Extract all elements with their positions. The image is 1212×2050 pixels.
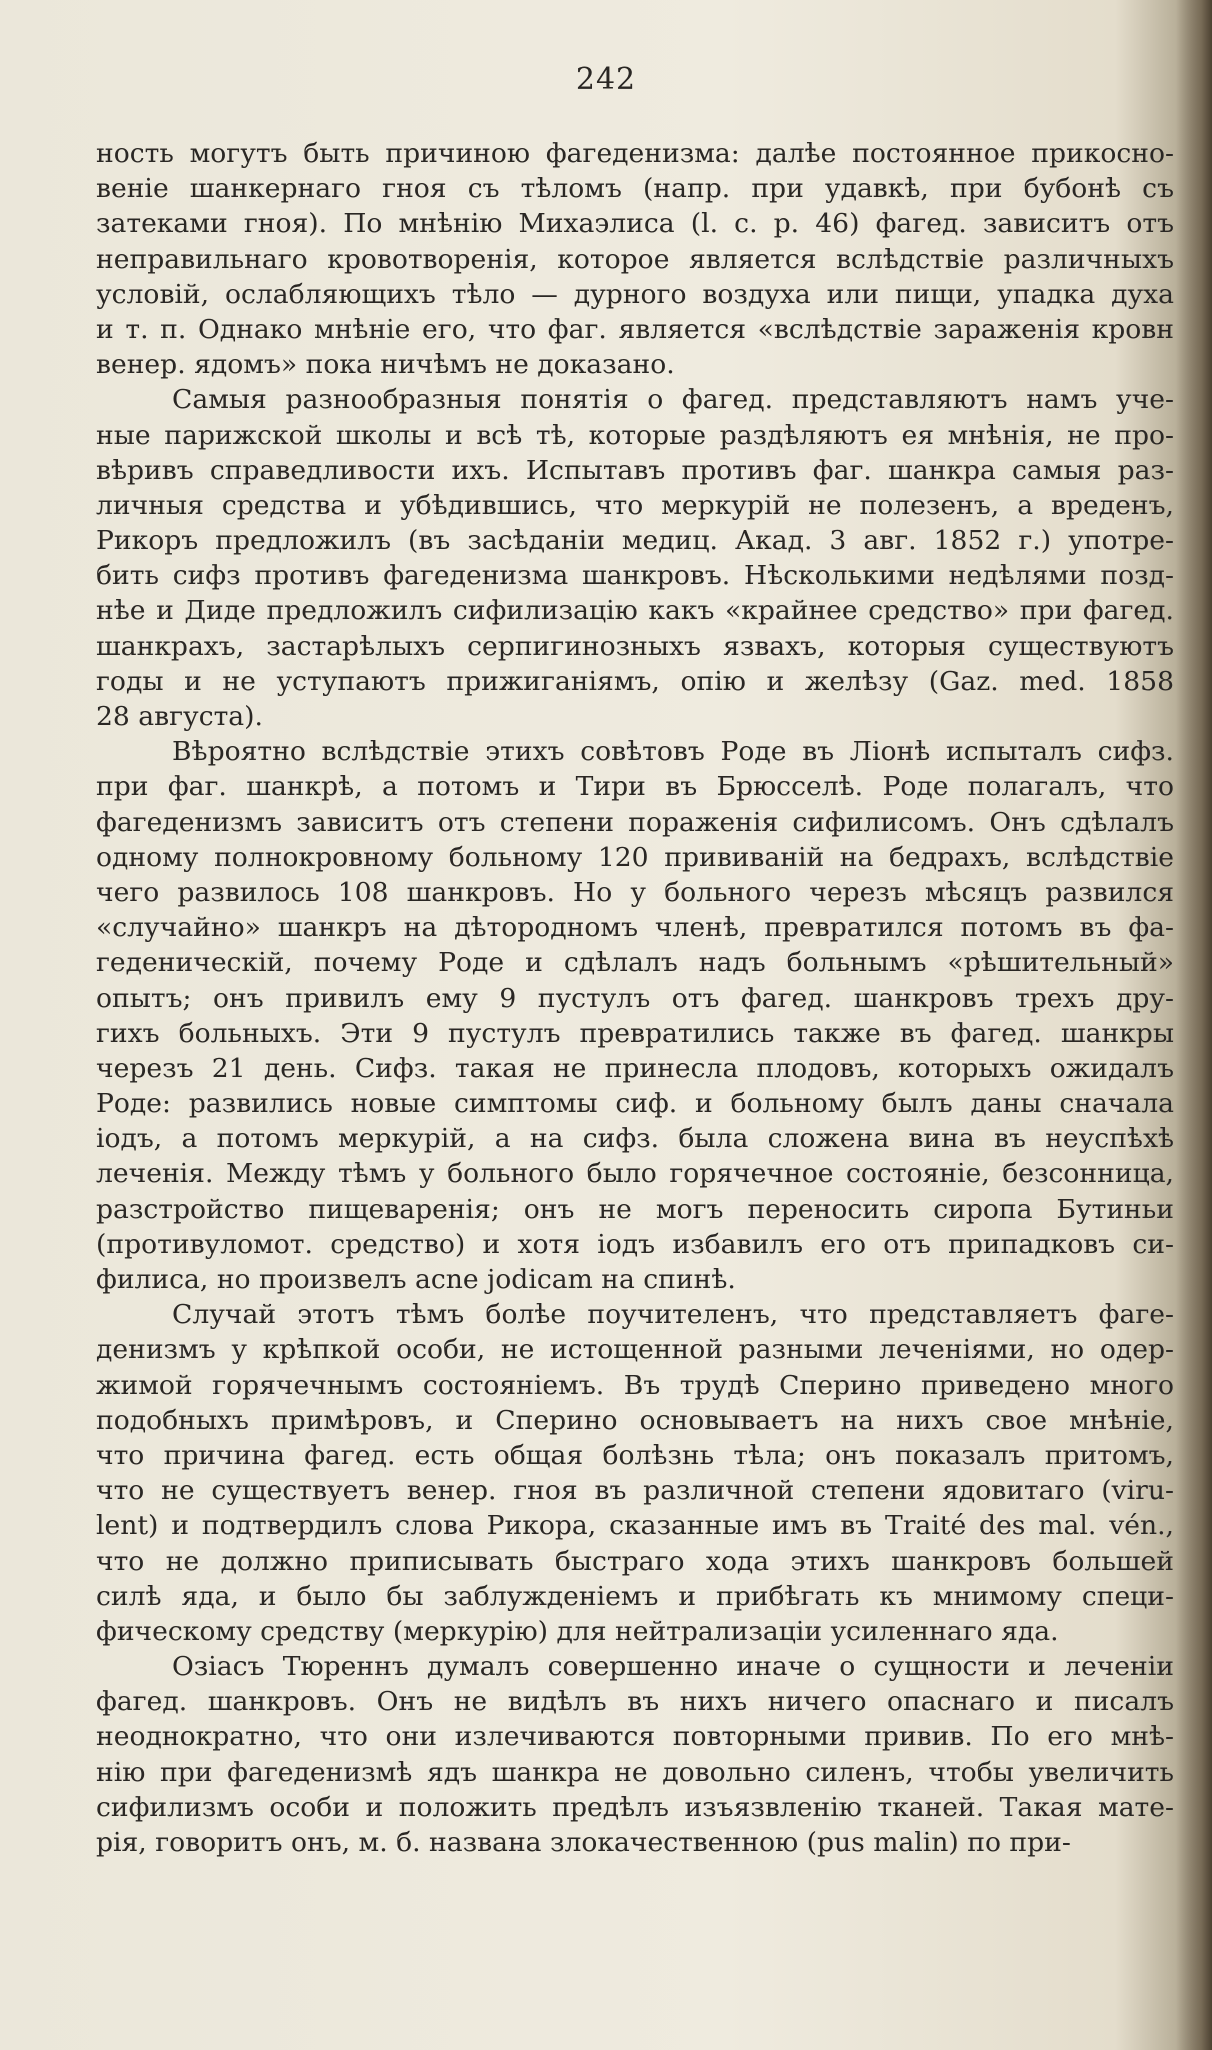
- text-line: геденическій, почему Роде и сдѣлалъ надъ больнымъ «рѣшительный»: [96, 947, 1174, 979]
- text-line: чего развилось 108 шанкровъ. Но у больного черезъ мѣсяцъ развился: [96, 876, 1174, 908]
- text-line: неоднократно, что они излечиваются повторными привив. По его мнѣ-: [96, 1721, 1174, 1753]
- text-line: фагеденизмъ зависитъ отъ степени пораженія сифилисомъ. Онъ сдѣлалъ: [96, 806, 1174, 838]
- text-line: Озіасъ Тюреннъ думалъ совершенно иначе о сущности и леченіи: [172, 1651, 1174, 1683]
- text-line: сифилизмъ особи и положить предѣлъ изъязвленію тканей. Такая мате-: [96, 1791, 1174, 1823]
- text-line: при фаг. шанкрѣ, а потомъ и Тири въ Брюсселѣ. Роде полагалъ, что: [96, 771, 1174, 803]
- text-line: затеками гноя). По мнѣнію Михаэлиса (l. c. p. 46) фагед. зависитъ отъ: [96, 208, 1174, 240]
- paragraph: [96, 1297, 1174, 1649]
- text-line: разстройство пищеваренія; онъ не могъ переносить сиропа Бутиньи: [96, 1193, 1174, 1225]
- text-line: lent) и подтвердилъ слова Рикора, сказанные имъ въ Traité des mal. vén.,: [96, 1510, 1174, 1542]
- text-line: Самыя разнообразныя понятія о фагед. представляютъ намъ уче-: [172, 384, 1174, 416]
- text-line: черезъ 21 день. Сифз. такая не принесла плодовъ, которыхъ ожидалъ: [96, 1052, 1174, 1084]
- text-line: Случай этотъ тѣмъ болѣе поучителенъ, что представляетъ фаге-: [172, 1299, 1174, 1331]
- text-line: веніе шанкернаго гноя съ тѣломъ (напр. при удавкѣ, при бубонѣ съ: [96, 173, 1174, 205]
- text-line: силѣ яда, и было бы заблужденіемъ и прибѣгать къ мнимому специ-: [96, 1580, 1174, 1612]
- text-line: что не должно приписывать быстраго хода этихъ шанкровъ большей: [96, 1545, 1174, 1577]
- text-line: нію при фагеденизмѣ ядъ шанкра не довольно силенъ, чтобы увеличить: [96, 1756, 1174, 1788]
- text-line: ные парижской школы и всѣ тѣ, которые раздѣляютъ ея мнѣнія, не про-: [96, 419, 1174, 451]
- text-line: гихъ больныхъ. Эти 9 пустулъ превратились также въ фагед. шанкры: [96, 1017, 1174, 1049]
- text-line: условій, ослабляющихъ тѣло — дурного воздуха или пищи, упадка духа: [96, 278, 1174, 310]
- text-line: венер. ядомъ» пока ничѣмъ не доказано.: [96, 349, 675, 381]
- page-number: 242: [575, 62, 637, 97]
- text-line: Рикоръ предложилъ (въ засѣданіи медиц. Акад. 3 авг. 1852 г.) употре-: [96, 525, 1174, 557]
- text-line: ность могутъ быть причиною фагеденизма: далѣе постоянное прикосно-: [96, 138, 1174, 169]
- text-line: Роде: развились новые симптомы сиф. и больному былъ даны сначала: [96, 1088, 1174, 1120]
- text-line: іодъ, а потомъ меркурій, а на сифз. была сложена вина въ неуспѣхѣ: [96, 1123, 1174, 1155]
- text-line: фагед. шанкровъ. Онъ не видѣлъ въ нихъ ничего опаснаго и писалъ: [96, 1686, 1174, 1718]
- text-line: жимой горячечнымъ состояніемъ. Въ трудѣ Сперино приведено много: [96, 1369, 1174, 1401]
- text-line: леченія. Между тѣмъ у больного было горячечное состояніе, безсонница,: [96, 1158, 1174, 1190]
- text-line: личныя средства и убѣдившись, что меркурій не полезенъ, а вреденъ,: [96, 489, 1174, 521]
- text-line: филиса, но произвелъ acne jodicam на спинѣ.: [96, 1264, 736, 1295]
- text-line: (противуломот. средство) и хотя іодъ избавилъ его отъ припадковъ си-: [96, 1228, 1174, 1260]
- text-line: фическому средству (меркурію) для нейтрализаціи усиленнаго яда.: [96, 1615, 1059, 1647]
- text-line: что не существуетъ венер. гноя въ различной степени ядовитаго (viru-: [96, 1475, 1174, 1507]
- text-line: бить сифз противъ фагеденизма шанкровъ. Нѣсколькими недѣлями позд-: [96, 560, 1174, 592]
- paragraph: [96, 382, 1174, 734]
- text-line: 28 августа).: [96, 701, 263, 732]
- text-line: Вѣроятно вслѣдствіе этихъ совѣтовъ Роде въ Ліонѣ испыталъ сифз.: [172, 736, 1174, 768]
- text-line: неправильнаго кровотворенія, которое является вслѣдствіе различныхъ: [96, 243, 1174, 275]
- text-line: шанкрахъ, застарѣлыхъ серпигинозныхъ язвахъ, которыя существуютъ: [96, 630, 1174, 662]
- text-line: нѣе и Диде предложилъ сифилизацію какъ «крайнее средство» при фагед.: [96, 595, 1174, 627]
- text-line: «случайно» шанкръ на дѣтородномъ членѣ, превратился потомъ въ фа-: [96, 912, 1174, 944]
- text-line: рія, говоритъ онъ, м. б. названа злокачественною (pus malin) по при-: [96, 1827, 1071, 1858]
- text-line: подобныхъ примѣровъ, и Сперино основываетъ на нихъ свое мнѣніе,: [96, 1404, 1174, 1436]
- paragraph: [96, 734, 1174, 1297]
- page-text: [96, 136, 1174, 1860]
- text-line: вѣривъ справедливости ихъ. Испытавъ противъ фаг. шанкра самыя раз-: [96, 454, 1174, 486]
- text-line: одному полнокровному больному 120 прививаній на бедрахъ, вслѣдствіе: [96, 841, 1174, 873]
- text-line: и т. п. Однако мнѣніе его, что фаг. является «вслѣдствіе зараженія кровн: [96, 313, 1174, 345]
- text-line: годы и не уступаютъ прижиганіямъ, опію и желѣзу (Gaz. med. 1858: [96, 665, 1174, 697]
- paragraph: [96, 136, 1174, 382]
- text-line: что причина фагед. есть общая болѣзнь тѣла; онъ показалъ притомъ,: [96, 1439, 1174, 1471]
- text-line: опытъ; онъ привилъ ему 9 пустулъ отъ фагед. шанкровъ трехъ дру-: [96, 982, 1174, 1014]
- paragraph: [96, 1649, 1174, 1860]
- text-line: денизмъ у крѣпкой особи, не истощенной разными леченіями, но одер-: [96, 1334, 1174, 1366]
- book-spine-shadow: [1176, 0, 1212, 2050]
